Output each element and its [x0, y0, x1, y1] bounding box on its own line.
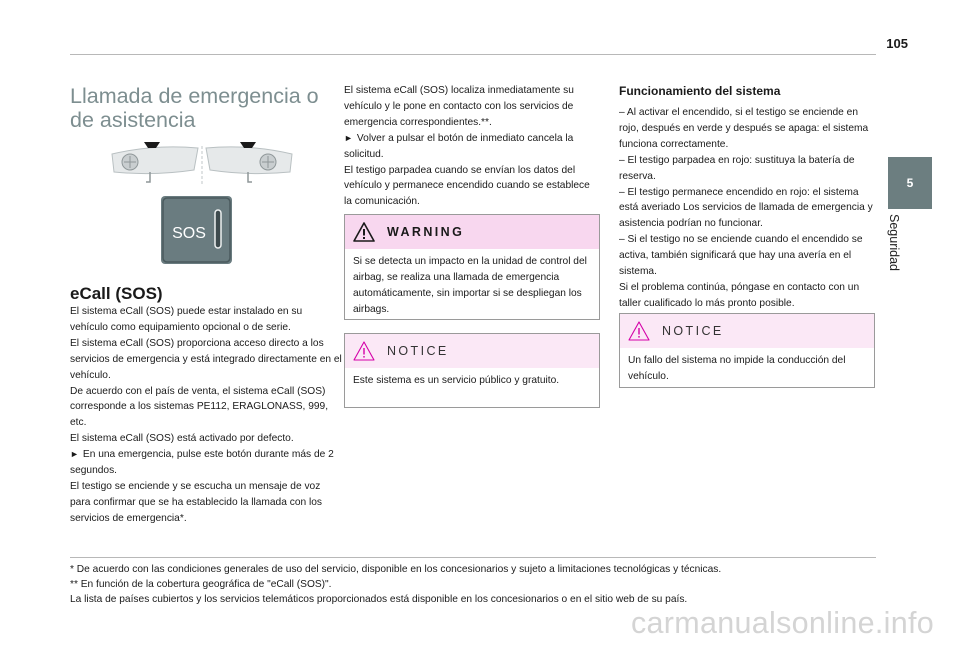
sos-button[interactable]	[161, 196, 232, 264]
notice-triangle-icon	[353, 341, 375, 361]
warning-text: Si se detecta un impacto en la unidad de control del airbag, se realiza una llamada de emergencia automáticamente, sin importar si se despliegan los airbags.	[353, 256, 587, 315]
operation-title: Funcionamiento del sistema	[619, 84, 781, 98]
arrow-right-icon: ►	[344, 132, 353, 143]
footnote: La lista de países cubiertos y los servicios telemáticos proporcionados está disponible en los concesionarios o en el sitio web de su país.	[70, 594, 688, 606]
footnote: * De acuerdo con las condiciones generales de uso del servicio, disponible en los concesionarios y sujeto a limitaciones tecnológicas y técnicas.	[70, 564, 722, 575]
warning-label: WARNING	[387, 225, 465, 239]
notice-header	[345, 334, 599, 368]
cancel-action-text: Volver a pulsar el botón de inmediato cancela la solicitud.	[344, 132, 574, 160]
section-title: Llamada de emergencia o de asistencia	[70, 84, 319, 132]
sos-button-label: SOS	[172, 225, 206, 242]
warning-box	[344, 214, 600, 320]
operation-item: – El testigo parpadea en rojo: sustituya la batería de reserva.	[619, 154, 855, 182]
footnote-rule	[70, 557, 876, 558]
col2-paragraph: El testigo parpadea cuando se envían los datos del vehículo y permanece encendido cuando se establece la comunicación.	[344, 164, 590, 208]
header-rule	[70, 54, 876, 55]
notice-triangle-icon	[628, 321, 650, 341]
col2-intro: El sistema eCall (SOS) localiza inmediatamente su vehículo y le pone en contacto con los servicios de emergencia correspondientes.**.	[344, 85, 574, 128]
ecall-paragraph: El sistema eCall (SOS) puede estar instalado en su vehículo como equipamiento opcional o de serie.	[70, 306, 303, 333]
console-right	[206, 142, 292, 182]
operation-list	[619, 105, 875, 312]
arrow-right-icon: ►	[70, 449, 79, 460]
ecall-heading: eCall (SOS)	[70, 284, 163, 303]
footnotes	[70, 562, 880, 608]
cancel-action-step	[344, 131, 600, 163]
operation-item: – Si el testigo no se enciende cuando el encendido se activa, también significará que hay una avería en el sistema.	[619, 234, 863, 278]
warning-triangle-icon	[353, 222, 375, 242]
warning-header	[345, 215, 599, 249]
notice-text: Este sistema es un servicio público y gratuito.	[353, 375, 560, 386]
notice-box	[619, 313, 875, 388]
ecall-paragraph: El testigo se enciende y se escucha un mensaje de voz para confirmar que se ha establecido la llamada con los servicios de emergencia*.	[70, 480, 323, 524]
overhead-console-illustration	[108, 140, 296, 188]
chapter-tab[interactable]: 5	[888, 157, 932, 209]
operation-item: – El testigo permanece encendido en rojo: el sistema está averiado Los servicios de llamada de emergencia y asistencia podrían no funcionar.	[619, 186, 873, 230]
notice-label: NOTICE	[387, 344, 449, 358]
ecall-description	[70, 304, 342, 527]
ecall-action-step	[70, 447, 342, 479]
operation-item: – Al activar el encendido, si el testigo se enciende en rojo, después en verde y después se apaga: el sistema funciona correctamente.	[619, 107, 869, 150]
footnote: ** En función de la cobertura geográfica de "eCall (SOS)".	[70, 579, 332, 591]
chapter-label: Seguridad	[887, 214, 901, 271]
notice-header	[620, 314, 874, 348]
console-left	[112, 142, 198, 182]
notice-box	[344, 333, 600, 408]
watermark: carmanualsonline.info	[630, 606, 934, 640]
page-number: 105	[886, 36, 908, 51]
sos-indicator-light	[215, 210, 221, 248]
ecall-paragraph: De acuerdo con el país de venta, el sistema eCall (SOS) corresponde a los sistemas PE112, ERAGLONASS, 999, etc.	[70, 385, 329, 429]
ecall-paragraph: El sistema eCall (SOS) proporciona acceso directo a los servicios de emergencia y está integrado directamente en el vehículo.	[70, 337, 342, 381]
sos-button-panel	[161, 196, 232, 264]
notice-label: NOTICE	[662, 324, 724, 338]
operation-closing: Si el problema continúa, póngase en contacto con un taller cualificado lo más pronto posible.	[619, 281, 860, 309]
notice-text: Un fallo del sistema no impide la conducción del vehículo.	[628, 355, 846, 382]
ecall-details	[344, 83, 600, 210]
ecall-paragraph: El sistema eCall (SOS) está activado por defecto.	[70, 433, 294, 445]
ecall-action-text: En una emergencia, pulse este botón durante más de 2 segundos.	[70, 449, 334, 477]
